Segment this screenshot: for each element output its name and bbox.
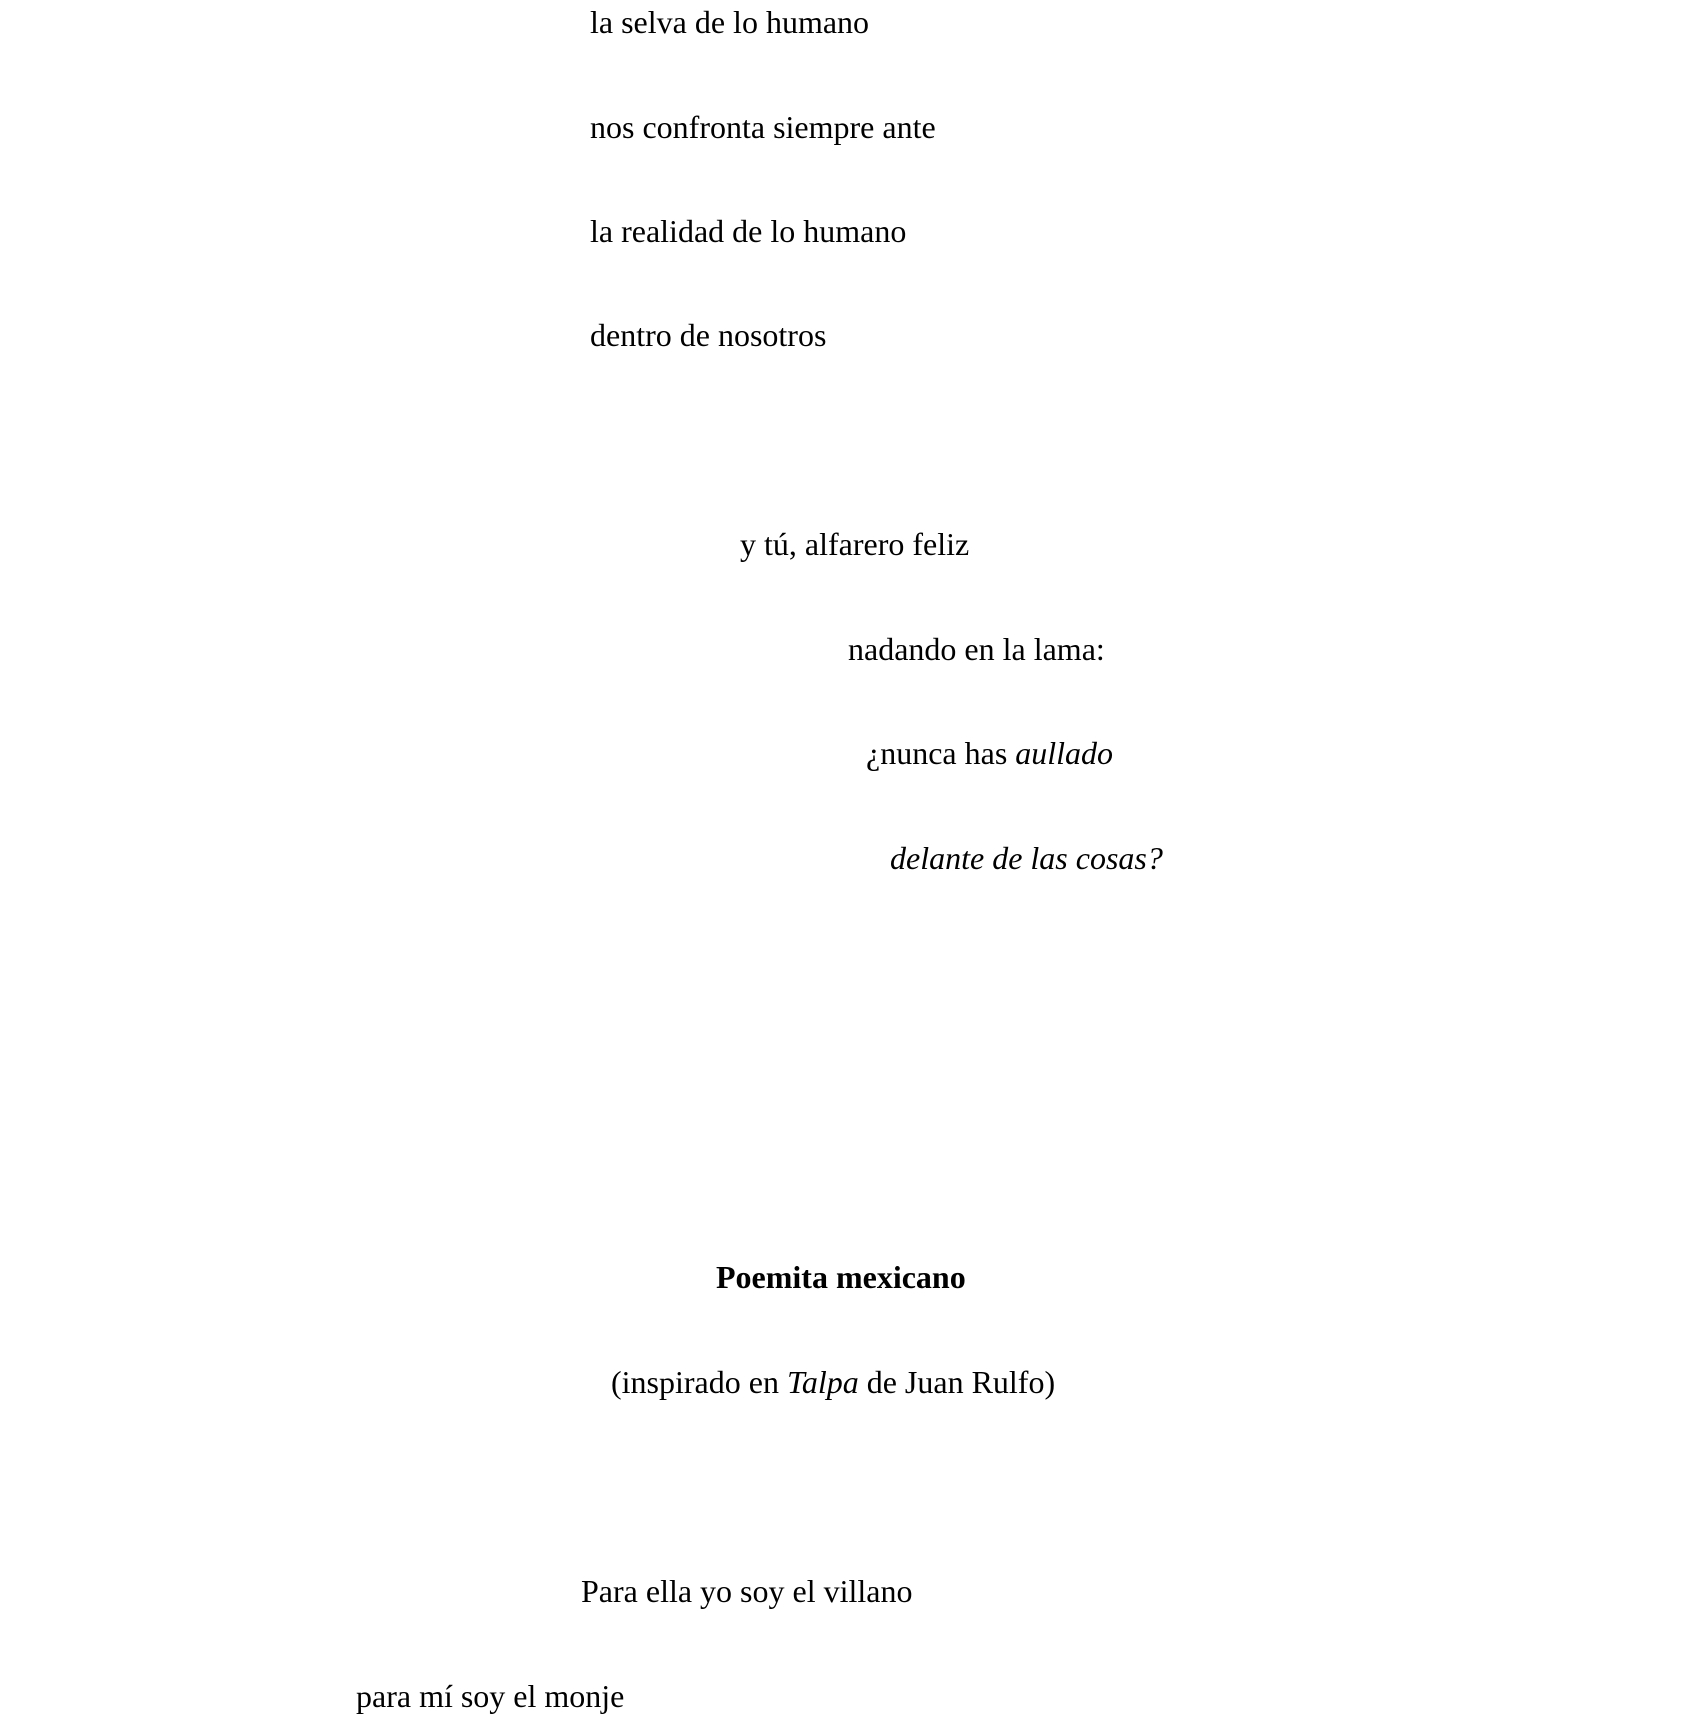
poem-line: nos confronta siempre ante <box>590 109 936 145</box>
poem-line-italic-word: aullado <box>1015 735 1114 771</box>
poem-subtitle <box>611 1362 1055 1402</box>
poem-line: y tú, alfarero feliz <box>740 526 970 562</box>
poem-subtitle-work-title: Talpa <box>786 1364 859 1400</box>
poem-title: Poemita mexicano <box>716 1259 966 1295</box>
poem-subtitle-text: (inspirado en <box>611 1364 787 1400</box>
poem-line: la selva de lo humano <box>590 4 870 40</box>
poem-line: dentro de nosotros <box>590 317 827 353</box>
poem-line: la realidad de lo humano <box>590 213 907 249</box>
poem-line: delante de las cosas? <box>890 840 1163 876</box>
poem-line-text: ¿nunca has <box>866 735 1016 771</box>
poem-line <box>866 733 1113 773</box>
poem-subtitle-text: de Juan Rulfo) <box>858 1364 1056 1400</box>
poem-line: nadando en la lama: <box>848 631 1105 667</box>
poem-line: Para ella yo soy el villano <box>581 1573 913 1609</box>
poem-line: para mí soy el monje <box>356 1678 625 1714</box>
